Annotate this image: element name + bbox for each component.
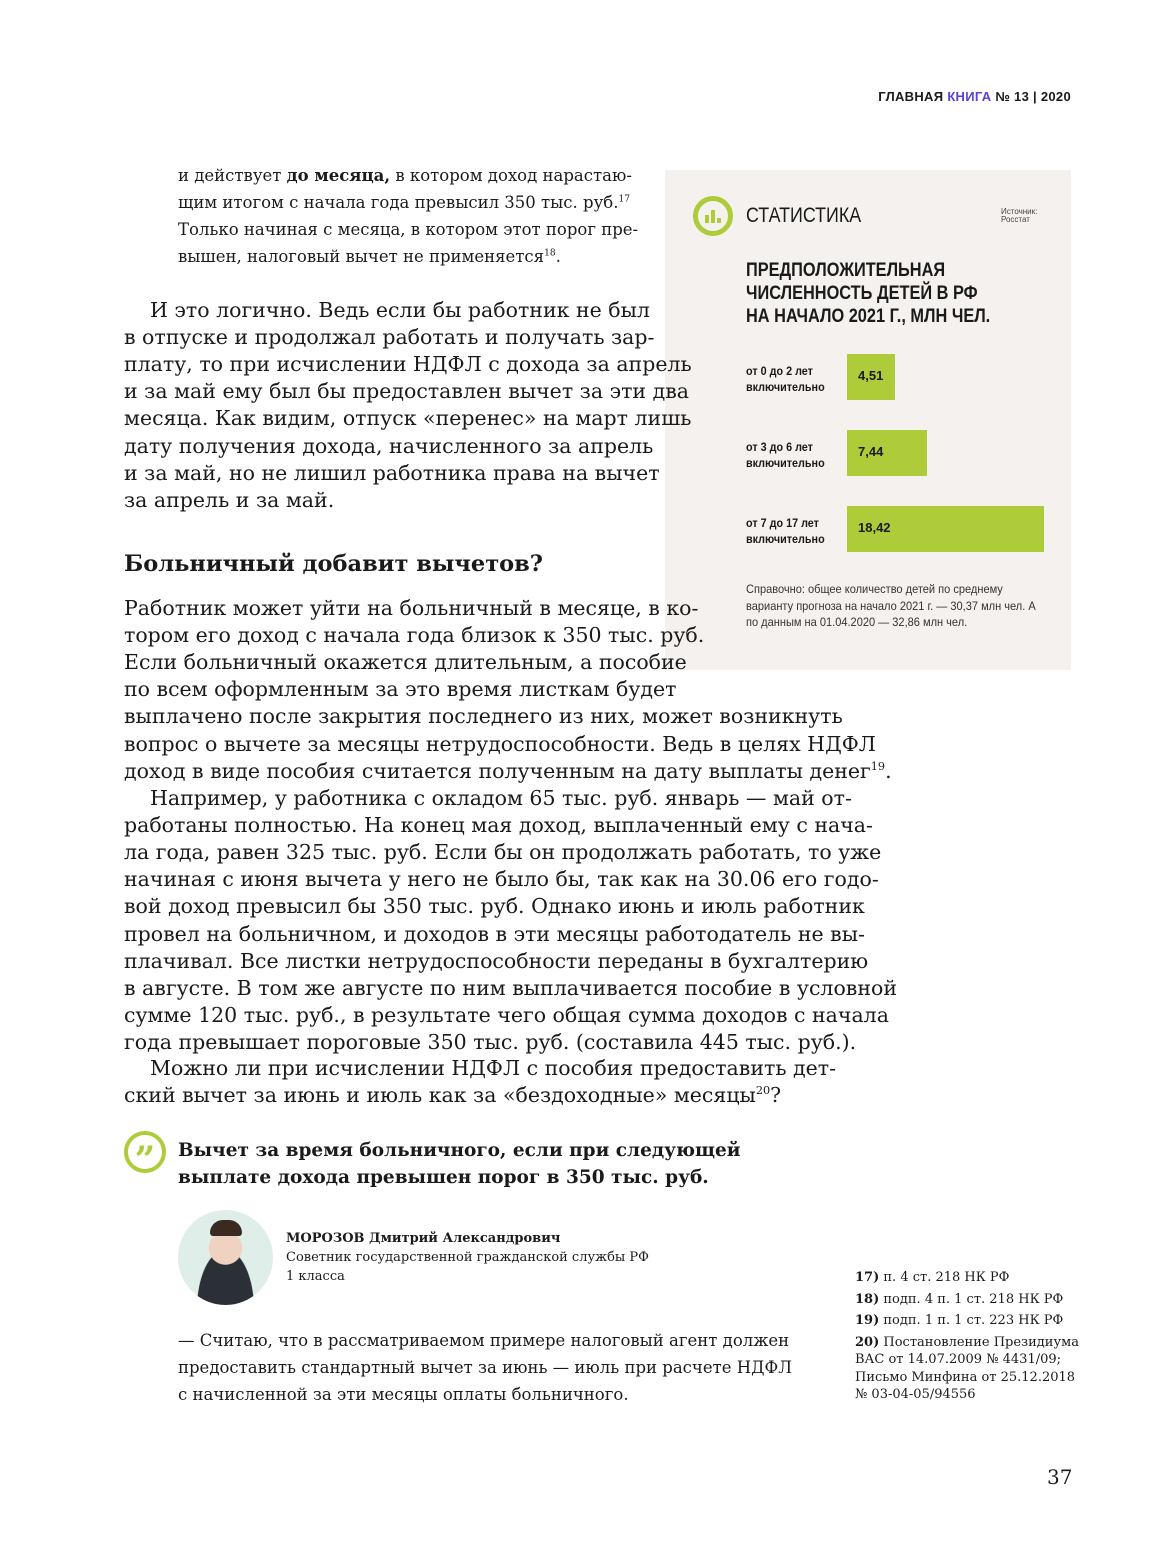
issue-number: № 13 | 2020 — [995, 89, 1071, 104]
page-number: 37 — [1047, 1465, 1073, 1489]
expert-question-line: Вычет за время больничного, если при следующей — [178, 1140, 741, 1161]
quote-line — [178, 193, 631, 212]
category-line: от 7 до 17 лет — [746, 516, 819, 530]
paragraph-line — [124, 867, 879, 892]
quote-line — [178, 166, 632, 185]
text-segment: до месяца, — [286, 166, 391, 185]
footnote-text: № 03-04-05/94556 — [855, 1387, 976, 1402]
paragraph-line — [124, 948, 869, 973]
chart-title — [746, 259, 990, 328]
chart-title-line: ЧИСЛЕННОСТЬ ДЕТЕЙ В РФ — [746, 283, 978, 304]
paragraph-line — [124, 433, 654, 458]
chart-note: Справочно: общее количество детей по среднему варианту прогноза на начало 2021 г. — 30,37 млн чел. А по данным на 01.04.2020 — 32,86 млн чел. — [746, 582, 1036, 629]
paragraph-line — [124, 813, 873, 838]
paragraph-line — [124, 921, 865, 946]
category-line: от 3 до 6 лет — [746, 440, 813, 454]
paragraph-text: сумме 120 тыс. руб., в результате чего общая сумма доходов с начала — [124, 1002, 889, 1027]
text-segment: щим итогом с начала года превысил 350 тыс. руб. — [178, 193, 619, 212]
footnote-text: п. 4 ст. 218 НК РФ — [883, 1270, 1010, 1285]
footnote-text: Письмо Минфина от 25.12.2018 — [855, 1369, 1076, 1385]
footnote-ref: 20 — [755, 1084, 771, 1098]
paragraph-line — [124, 677, 677, 702]
category-line: от 0 до 2 лет — [746, 364, 813, 378]
paragraph-text: ? — [770, 1083, 782, 1108]
paragraph-text: . — [885, 758, 892, 783]
paragraph-text: начиная с июня вычета у него не было бы, так как на 30.06 его годо- — [124, 867, 879, 892]
paragraph-line — [150, 298, 650, 322]
bar-category-label — [746, 515, 825, 547]
text-segment: и действует — [178, 166, 287, 185]
brand-accent: КНИГА — [947, 89, 992, 104]
footnote-line — [855, 1370, 1075, 1385]
paragraph-text: доход в виде пособия считается полученным на дату выплаты денег — [124, 758, 871, 783]
paragraph-line — [124, 704, 843, 729]
paragraph-text: вопрос о вычете за месяцы нетрудоспособности. Ведь в целях НДФЛ — [124, 731, 876, 756]
chart-title-line: ПРЕДПОЛОЖИТЕЛЬНАЯ — [746, 260, 946, 281]
source-label: Источник: — [1001, 207, 1038, 216]
paragraph-text: ский вычет за июнь и июль как за «бездоходные» месяцы — [124, 1083, 756, 1108]
bar-category-label — [746, 363, 825, 395]
text-segment: Только начиная с месяца, в котором этот порог пре- — [178, 220, 639, 239]
paragraph-line — [124, 460, 660, 485]
footnote-ref: 19 — [870, 759, 886, 773]
quote-line — [178, 220, 639, 239]
footnote-ref: 17 — [618, 194, 631, 205]
footnote-text: Постановление Президиума — [883, 1334, 1079, 1350]
paragraph-text: Если больничный окажется длительным, а пособие — [124, 650, 687, 675]
paragraph-text: работаны полностью. На конец мая доход, выплаченный ему с нача- — [124, 813, 873, 838]
paragraph-text: выплачено после закрытия последнего из них, может возникнуть — [124, 704, 843, 729]
paragraph-line — [124, 731, 876, 756]
paragraph-line — [124, 975, 897, 1000]
paragraph-text: и за май, но не лишил работника права на вычет — [124, 460, 660, 485]
chart-bar — [847, 430, 927, 476]
expert-position: 1 класса — [286, 1269, 345, 1284]
paragraph-text: по всем оформленным за это время листкам будет — [124, 677, 677, 702]
paragraph-text: года превышает пороговые 350 тыс. руб. (составила 445 тыс. руб.). — [124, 1029, 857, 1054]
bar-chart-icon — [693, 196, 733, 236]
paragraph-line — [124, 352, 692, 377]
paragraph-text: Можно ли при исчислении НДФЛ с пособия предоставить дет- — [150, 1056, 837, 1080]
paragraph-line — [124, 596, 699, 620]
footnote-line — [855, 1313, 1063, 1328]
footnote-line — [855, 1335, 1079, 1350]
footnote-line — [855, 1387, 976, 1402]
brand-main: ГЛАВНАЯ — [878, 89, 944, 104]
paragraph-text: дату получения дохода, начисленного за апрель — [124, 433, 654, 458]
bar-value-label: 7,44 — [858, 444, 884, 459]
section-heading: Больничный добавит вычетов? — [124, 551, 543, 577]
text-segment: . — [555, 247, 561, 266]
paragraph-line — [150, 786, 852, 810]
footnote-text: подп. 4 п. 1 ст. 218 НК РФ — [883, 1291, 1064, 1307]
footnote-number: 19) — [855, 1313, 880, 1328]
expert-answer-line: с начисленной за эти месяцы оплаты больничного. — [178, 1385, 629, 1404]
footnote-line — [855, 1292, 1063, 1307]
paragraph-line — [124, 1002, 889, 1027]
paragraph-line — [124, 406, 692, 431]
category-line: включительно — [746, 532, 825, 546]
paragraph-text: и за май ему был бы предоставлен вычет за эти два — [124, 379, 689, 404]
paragraph-line — [150, 1056, 837, 1080]
quote-line — [178, 247, 615, 266]
paragraph-text: И это логично. Ведь если бы работник не был — [150, 298, 650, 322]
paragraph-line — [124, 488, 334, 512]
text-segment: в котором доход нарастаю- — [390, 166, 632, 185]
paragraph-text: плачивал. Все листки нетрудоспособности переданы в бухгалтерию — [124, 948, 869, 973]
footnote-line — [855, 1352, 1061, 1367]
paragraph-line — [124, 325, 655, 350]
paragraph-text: ла года, равен 325 тыс. руб. Если бы он продолжать работать, то уже — [124, 840, 882, 865]
paragraph-text: за апрель и за май. — [124, 487, 335, 512]
bar-value-label: 18,42 — [858, 520, 891, 535]
bar-category-label — [746, 439, 825, 471]
footnote-ref: 18 — [544, 248, 556, 259]
category-line: включительно — [746, 456, 825, 470]
statistics-label: СТАТИСТИКА — [746, 204, 862, 227]
source-note — [1001, 208, 1037, 224]
footnote-line — [855, 1270, 1009, 1285]
expert-avatar — [178, 1210, 273, 1305]
expert-question-line: выплате дохода превышен порог в 350 тыс. руб. — [178, 1167, 709, 1188]
paragraph-line — [124, 758, 892, 783]
paragraph-text: вой доход превысил бы 350 тыс. руб. Однако июнь и июль работник — [124, 894, 865, 919]
chart-bar — [847, 354, 895, 400]
chart-title-line: НА НАЧАЛО 2021 Г., МЛН ЧЕЛ. — [746, 306, 991, 327]
paragraph-text: месяца. Как видим, отпуск «перенес» на март лишь — [124, 406, 692, 431]
paragraph-line — [124, 894, 865, 919]
text-segment: вышен, налоговый вычет не применяется — [178, 247, 545, 266]
footnote-number: 18) — [855, 1291, 880, 1307]
paragraph-text: Работник может уйти на больничный в месяце, в ко- — [124, 596, 699, 620]
source-name: Росстат — [1001, 215, 1030, 224]
footnote-number: 17) — [855, 1270, 880, 1285]
paragraph-line — [124, 840, 882, 865]
paragraph-line — [124, 379, 689, 404]
paragraph-text: в отпуске и продолжал работать и получать зар- — [124, 325, 655, 350]
bar-value-label: 4,51 — [858, 368, 884, 383]
paragraph-line — [124, 650, 687, 675]
expert-name: МОРОЗОВ Дмитрий Александрович — [286, 1231, 561, 1246]
paragraph-line — [124, 1083, 781, 1107]
magazine-header — [878, 89, 1071, 104]
paragraph-text: в августе. В том же августе по ним выплачивается пособие в условной — [124, 975, 897, 1000]
paragraph-text: провел на больничном, и доходов в эти месяцы работодатель не вы- — [124, 921, 865, 946]
paragraph-line — [124, 623, 705, 648]
expert-position: Советник государственной гражданской службы РФ — [286, 1250, 649, 1265]
expert-answer-line: — Считаю, что в рассматриваемом примере налоговый агент должен — [178, 1331, 790, 1350]
chart-bar — [847, 506, 1044, 552]
category-line: включительно — [746, 380, 825, 394]
paragraph-text: Например, у работника с окладом 65 тыс. руб. январь — май от- — [150, 786, 852, 810]
quote-icon: ” — [124, 1131, 166, 1173]
footnote-text: подп. 1 п. 1 ст. 223 НК РФ — [883, 1313, 1064, 1328]
paragraph-text: тором его доход с начала года близок к 350 тыс. руб. — [124, 623, 705, 648]
paragraph-line — [124, 1029, 857, 1054]
footnote-number: 20) — [855, 1334, 880, 1350]
footnote-text: ВАС от 14.07.2009 № 4431/09; — [855, 1352, 1062, 1367]
paragraph-text: плату, то при исчислении НДФЛ с дохода за апрель — [124, 352, 692, 377]
expert-answer-line: предоставить стандартный вычет за июнь — июль при расчете НДФЛ — [178, 1358, 793, 1377]
